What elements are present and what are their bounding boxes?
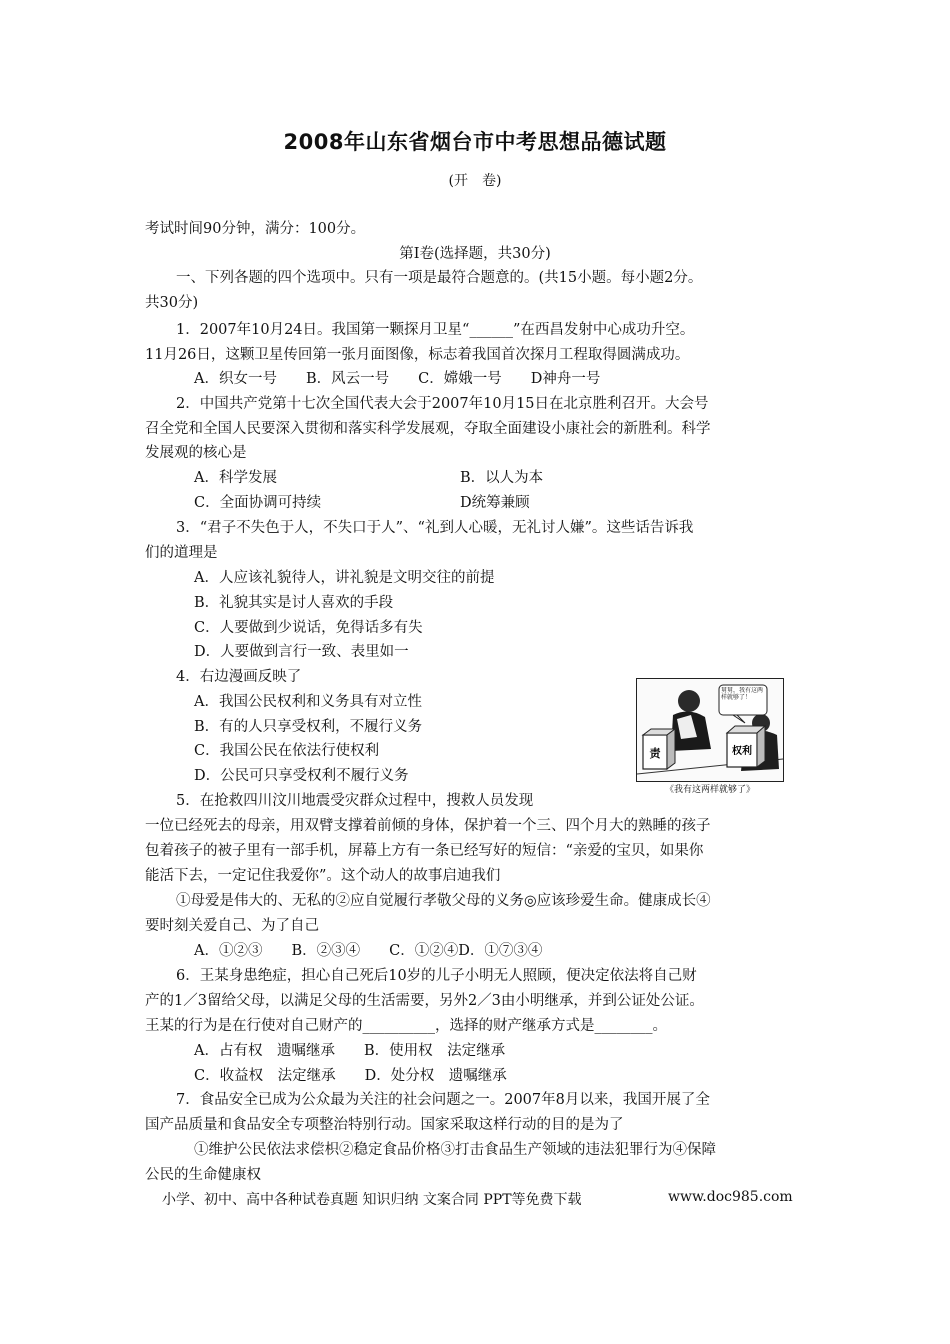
question-6-text: 6．王某身患绝症，担心自己死后10岁的儿子小明无人照顾，便决定依法将自己财 [176, 968, 697, 984]
question-6-options: A．占有权 遗嘱继承 B．使用权 法定继承 [194, 1043, 506, 1059]
question-2-option-b: B．以人为本 [460, 470, 544, 486]
question-2-option-d: D统筹兼顾 [460, 495, 530, 511]
cartoon-drawing [637, 679, 783, 781]
question-5-text: 能活下去，一定记住我爱你”。这个动人的故事启迪我们 [145, 868, 501, 884]
footer-link[interactable]: www.doc985.com [668, 1189, 793, 1205]
question-4-option-a: A．我国公民权利和义务具有对立性 [194, 694, 422, 710]
question-3-option-c: C．人要做到少说话，免得话多有失 [194, 620, 423, 636]
question-7-statements: 公民的生命健康权 [145, 1167, 261, 1183]
question-5-statements: 要时刻关爱自己、为了自己 [145, 918, 319, 934]
question-3-option-a: A．人应该礼貌待人，讲礼貌是文明交往的前提 [194, 570, 495, 586]
cartoon-speech-text: 舅舅，我有这两样就够了！ [721, 687, 764, 701]
question-4-option-d: D．公民可只享受权利不履行义务 [194, 768, 409, 784]
exam-info: 考试时间90分钟，满分：100分。 [145, 221, 366, 237]
footer-text: 小学、初中、高中各种试卷真题 知识归纳 文案合同 PPT等免费下载 [162, 1192, 582, 1208]
question-2-option-a: A．科学发展 [194, 470, 277, 486]
cartoon-box-right-label: 权利 [732, 746, 752, 757]
question-3-text: 们的道理是 [145, 545, 218, 561]
question-5-statements: ①母爱是伟大的、无私的②应自觉履行孝敬父母的义务◎应该珍爱生命。健康成长④ [176, 893, 711, 909]
question-2-text: 发展观的核心是 [145, 445, 247, 461]
question-1-text: 11月26日，这颗卫星传回第一张月面图像，标志着我国首次探月工程取得圆满成功。 [145, 347, 690, 363]
cartoon-image [636, 678, 784, 782]
question-5-text: 一位已经死去的母亲，用双臂支撑着前倾的身体，保护着一个三、四个月大的熟睡的孩子 [145, 818, 711, 834]
question-3-option-d: D．人要做到言行一致、表里如一 [194, 644, 409, 660]
section-title: 第Ⅰ卷(选择题，共30分) [399, 246, 551, 262]
cartoon-caption: 《我有这两样就够了》 [664, 785, 755, 795]
question-7-text: 7．食品安全已成为公众最为关注的社会问题之一。2007年8月以来，我国开展了全 [176, 1092, 710, 1108]
question-2-option-c: C．全面协调可持续 [194, 495, 322, 511]
question-4-option-c: C．我国公民在依法行使权利 [194, 743, 380, 759]
question-5-text: 5．在抢救四川汶川地震受灾群众过程中，搜救人员发现 [176, 793, 534, 809]
question-6-text: 产的1／3留给父母，以满足父母的生活需要，另外2／3由小明继承，并到公证处公证。 [145, 993, 704, 1009]
question-3-text: 3．“君子不失色于人，不失口于人”、“礼到人心暖，无礼讨人嫌”。这些话告诉我 [176, 520, 694, 536]
question-7-text: 国产品质量和食品安全专项整治特别行动。国家采取这样行动的目的是为了 [145, 1117, 624, 1133]
question-2-text: 2．中国共产党第十七次全国代表大会于2007年10月15日在北京胜利召开。大会号 [176, 396, 709, 412]
question-3-option-b: B．礼貌其实是讨人喜欢的手段 [194, 595, 394, 611]
question-4-option-b: B．有的人只享受权利，不履行义务 [194, 719, 423, 735]
cartoon-box-left-label: 责 [649, 747, 661, 760]
question-6-options: C．收益权 法定继承 D．处分权 遗嘱继承 [194, 1068, 507, 1084]
question-4-text: 4．右边漫画反映了 [176, 669, 302, 685]
question-5-text: 包着孩子的被子里有一部手机，屏幕上方有一条已经写好的短信：“亲爱的宝贝，如果你 [145, 843, 704, 859]
instruction-line: 一、下列各题的四个选项中。只有一项是最符合题意的。(共15小题。每小题2分。 [176, 270, 703, 286]
question-1-text: 1．2007年10月24日。我国第一颗探月卫星“______”在西昌发射中心成功升空。 [176, 322, 695, 338]
question-7-statements: ①维护公民依法求偿枳②稳定食品价格③打击食品生产领域的违法犯罪行为④保障 [194, 1142, 716, 1158]
page-subtitle: (开 卷) [448, 173, 502, 189]
question-5-options: A．①②③ B．②③④ C．①②④D．①⑦③④ [194, 943, 543, 959]
question-1-options: A．织女一号 B．风云一号 C．嫦娥一号 D神舟一号 [194, 371, 601, 387]
question-6-text: 王某的行为是在行使对自己财产的__________，选择的财产继承方式是________。 [145, 1018, 667, 1034]
instruction-line: 共30分) [145, 295, 199, 311]
page-title: 2008年山东省烟台市中考思想品德试题 [283, 130, 667, 154]
question-2-text: 召全党和全国人民要深入贯彻和落实科学发展观，夺取全面建设小康社会的新胜利。科学 [145, 421, 711, 437]
